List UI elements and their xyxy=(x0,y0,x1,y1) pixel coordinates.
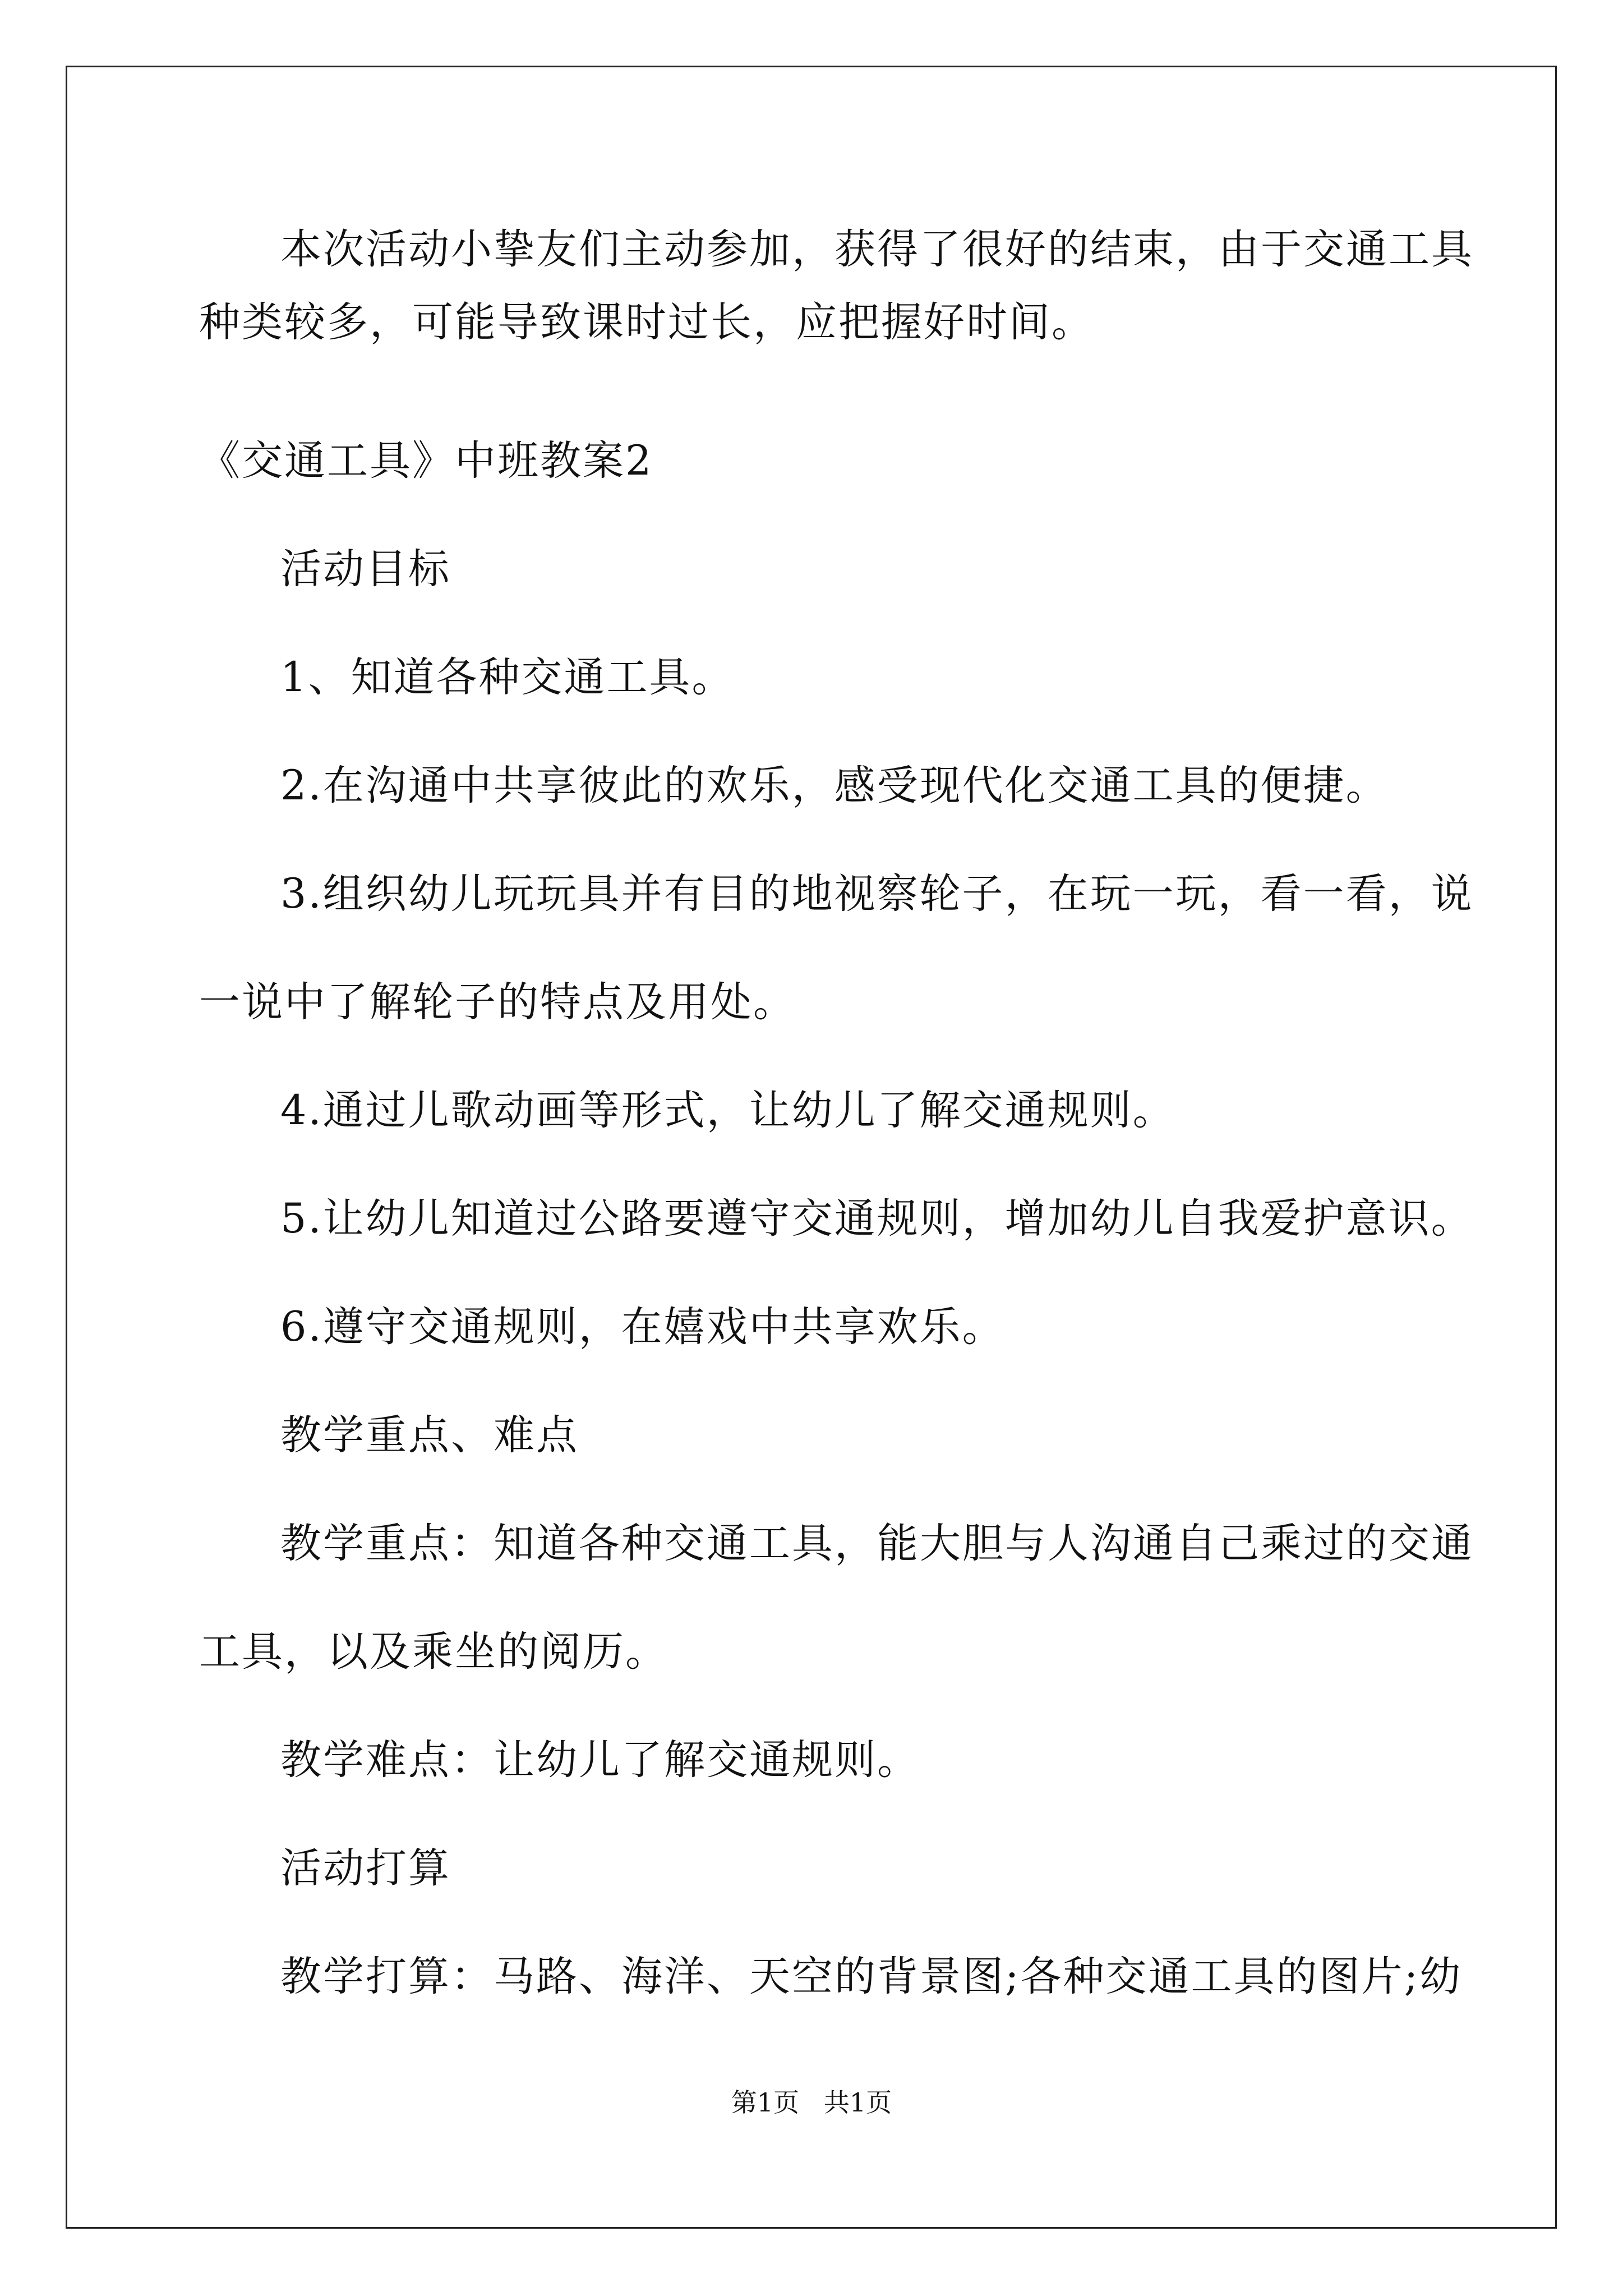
page-number: 第1页 共1页 xyxy=(731,2087,892,2118)
prep-text: 教学打算：马路、海洋、天空的背景图;各种交通工具的图片;幼 xyxy=(280,1953,1463,2000)
heading-key-points: 教学重点、难点 xyxy=(280,1411,579,1459)
goal-item-5: 5.让幼儿知道过公路要遵守交通规则，增加幼儿自我爱护意识。 xyxy=(280,1195,1474,1243)
section-title: 《交通工具》中班教案2 xyxy=(199,437,653,485)
goal-item-3: 3.组织幼儿玩玩具并有目的地视察轮子，在玩一玩，看一看，说 xyxy=(280,870,1474,918)
goal-item-6: 6.遵守交通规则，在嬉戏中共享欢乐。 xyxy=(280,1303,1005,1351)
paragraph-line-1: 本次活动小挚友们主动参加，获得了很好的结束，由于交通工具 xyxy=(280,226,1474,273)
key-point-text: 教学重点：知道各种交通工具，能大胆与人沟通自己乘过的交通 xyxy=(280,1520,1474,1567)
goal-item-1: 1、知道各种交通工具。 xyxy=(280,654,735,701)
goal-item-2: 2.在沟通中共享彼此的欢乐，感受现代化交通工具的便捷。 xyxy=(280,762,1389,809)
key-point-text-cont: 工具，以及乘坐的阅历。 xyxy=(199,1628,668,1676)
goal-item-3-cont: 一说中了解轮子的特点及用处。 xyxy=(199,978,796,1026)
goal-item-4: 4.通过儿歌动画等形式，让幼儿了解交通规则。 xyxy=(280,1087,1175,1134)
heading-activity-goals: 活动目标 xyxy=(280,545,451,593)
paragraph-line-2: 种类较多，可能导致课时过长，应把握好时间。 xyxy=(199,298,1094,346)
page-border xyxy=(66,66,1557,2229)
heading-activity-prep: 活动打算 xyxy=(280,1844,451,1892)
difficulty-text: 教学难点：让幼儿了解交通规则。 xyxy=(280,1736,920,1784)
